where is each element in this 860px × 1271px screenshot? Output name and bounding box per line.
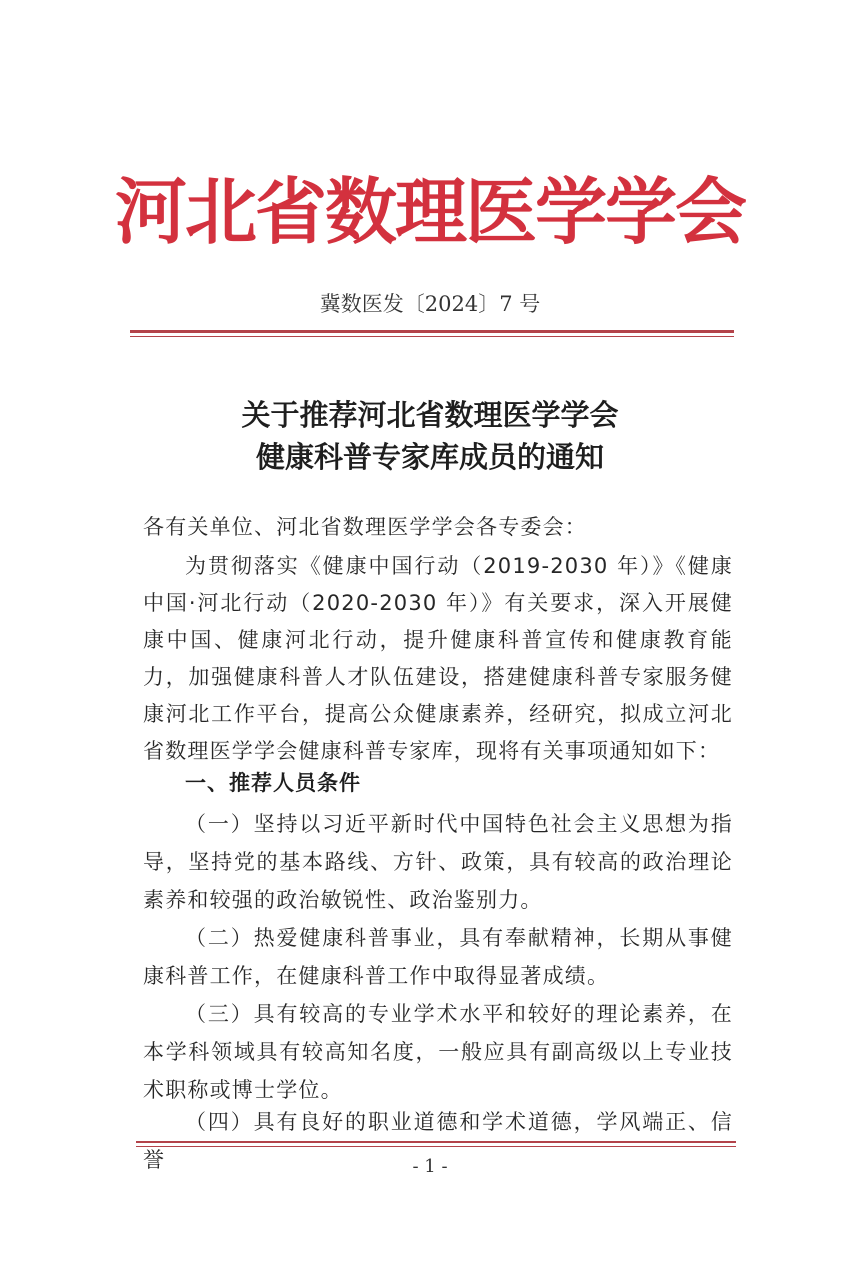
footer-divider (136, 1141, 736, 1143)
condition-item-1: （一）坚持以习近平新时代中国特色社会主义思想为指导，坚持党的基本路线、方针、政策，具有较高的政治理论素养和较强的政治敏锐性、政治鉴别力。 (143, 812, 733, 912)
header-divider (130, 330, 734, 333)
document-number: 冀数医发〔2024〕7 号 (319, 292, 541, 316)
condition-item-4: （四）具有良好的职业道德和学术道德，学风端正、信誉 (143, 1110, 733, 1172)
section-heading-1: 一、推荐人员条件 (185, 771, 361, 795)
condition-item-2: （二）热爱健康科普事业，具有奉献精神，长期从事健康科普工作，在健康科普工作中取得显著成绩。 (143, 926, 733, 988)
page-number: - 1 - (412, 1156, 448, 1177)
notice-title-line-2: 健康科普专家库成员的通知 (255, 440, 604, 474)
condition-item-3: （三）具有较高的专业学术水平和较好的理论素养，在本学科领域具有较高知名度，一般应具有副高级以上专业技术职称或博士学位。 (143, 1002, 733, 1102)
header-divider-thin (130, 336, 734, 337)
salutation: 各有关单位、河北省数理医学学会各专委会： (143, 515, 587, 539)
footer-divider-thin (136, 1146, 736, 1147)
intro-paragraph: 为贯彻落实《健康中国行动（2019-2030 年）》《健康中国·河北行动（2020-2030 年）》有关要求，深入开展健康中国、健康河北行动，提升健康科普宣传和健康教育能力，加强健康科普人才队伍建设，搭建健康科普专家服务健康河北工作平台，提高公众健康素养，经研究，拟成立河北省数理医学学会健康科普专家库，现将有关事项通知如下： (143, 554, 733, 763)
organization-letterhead: 河北省数理医学学会 (114, 169, 745, 254)
notice-title-line-1: 关于推荐河北省数理医学学会 (241, 398, 619, 432)
notice-title (0, 394, 860, 478)
